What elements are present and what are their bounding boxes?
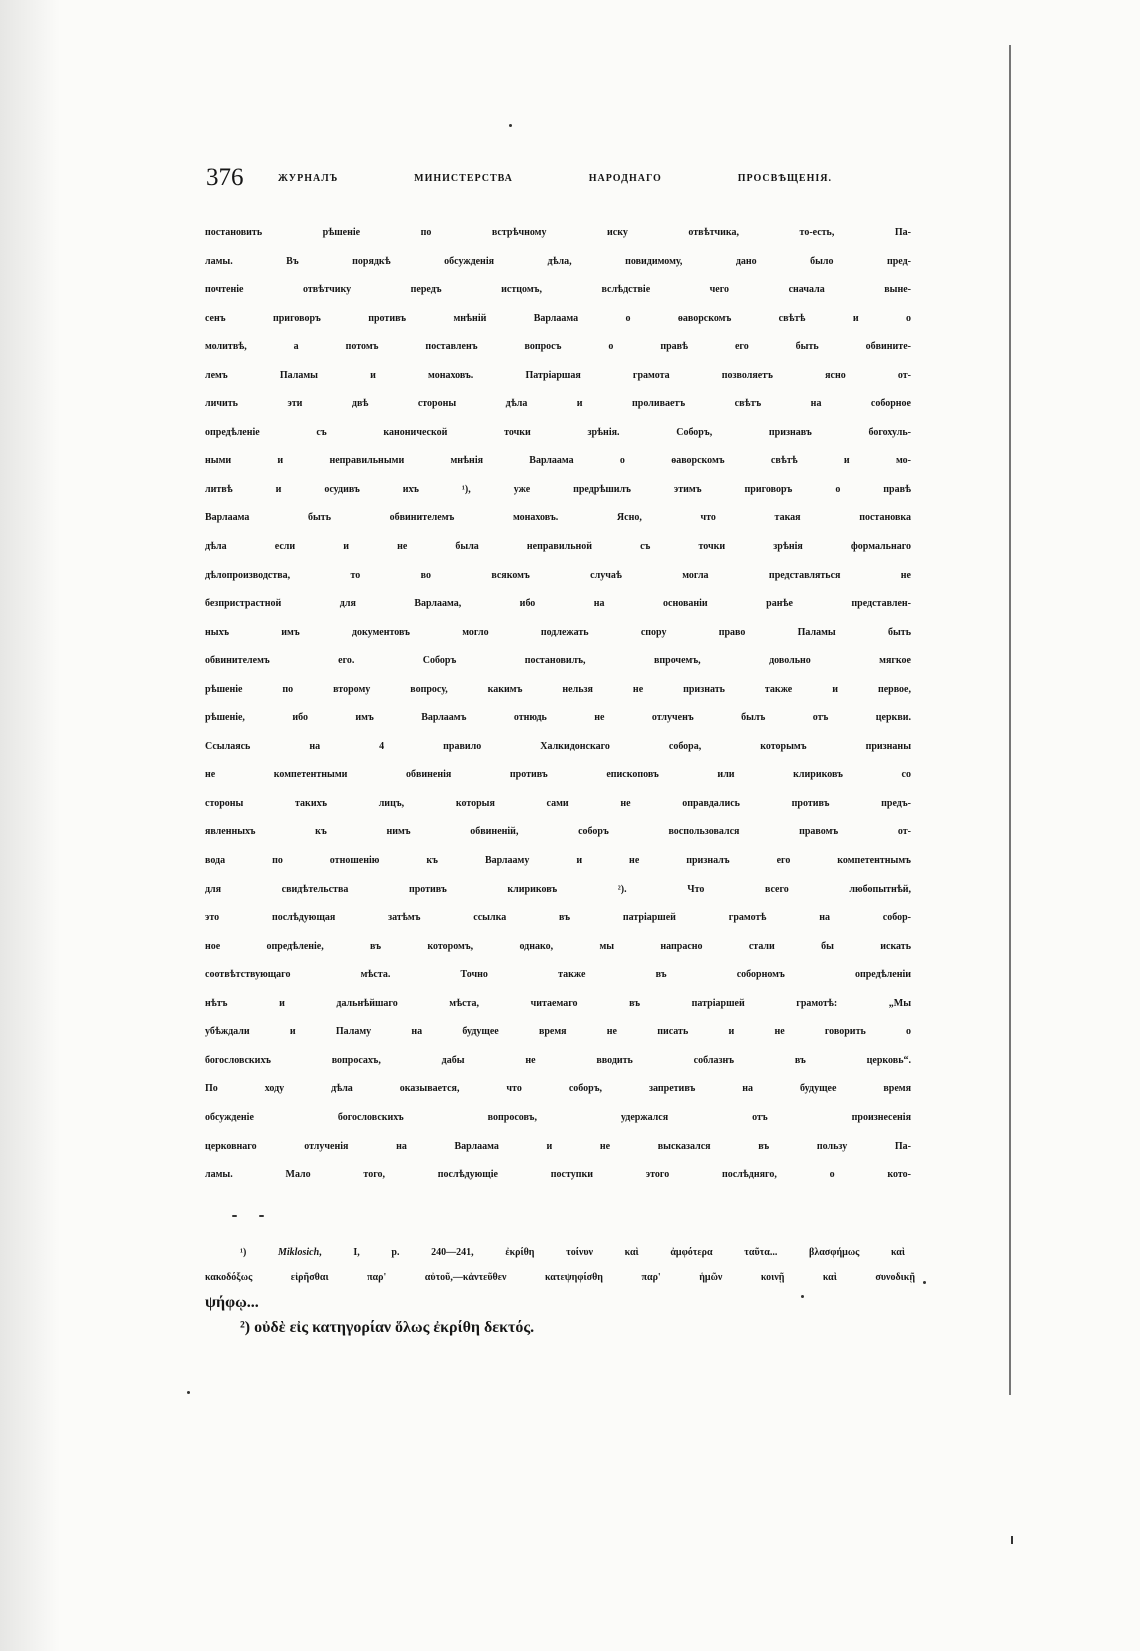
footnote-2-text: οὐδὲ εἰς κατηγορίαν ὅλως ἐκρίθη δεκτός. [254,1319,535,1336]
body-line: это послѣдующая затѣмъ ссылка въ патріаршей грамотѣ на собор- [205,912,911,924]
body-line: постановить рѣшеніе по встрѣчному иску отвѣтчика, то-есть, Па- [205,227,911,238]
body-line: ными и неправильными мнѣнія Варлаама о ѳаворскомъ свѣтѣ и мо- [205,455,911,467]
body-line: дѣла если и не была неправильной съ точки зрѣнія формальнаго [205,541,911,553]
body-line: почтеніе отвѣтчику передъ истцомъ, вслѣдствіе чего сначала выне- [205,284,911,296]
body-line: стороны такихъ лицъ, которыя сами не оправдались противъ предъ- [205,797,911,809]
footnote-1-text: , I, p. 240—241, ἐκρίθη τοίνυν καὶ ἀμφότερα ταῦτα... βλασφήμως καὶ [319,1247,905,1258]
body-line: богословскихъ вопросахъ, дабы не вводить соблазнъ въ церковь“. [205,1054,911,1066]
body-line: ное опредѣленіе, въ которомъ, однако, мы напрасно стали бы искать [205,940,911,952]
footnote-2-marker: ²) [240,1319,251,1336]
body-line: обсужденіе богословскихъ вопросовъ, удержался отъ произнесенія [205,1111,911,1123]
body-line: ламы. Въ порядкѣ обсужденія дѣла, повидимому, дано было пред- [205,255,911,267]
scan-speck [1011,1536,1013,1544]
footnote-1-line: κακοδόξως εἰρῆσθαι παρ' αὐτοῦ,—κἀντεῦθεν κατεψηφίσθη παρ' ἡμῶν κοινῇ καὶ συνοδικῇ [205,1272,915,1283]
footnotes [205,1240,915,1340]
body-line: сенъ приговоръ противъ мнѣній Варлаама о ѳаворскомъ свѣтѣ и о [205,312,911,324]
body-line: вода по отношенію къ Варлааму и не призналъ его компетентнымъ [205,855,911,867]
page-number: 376 [206,164,244,191]
body-text [205,219,911,1190]
scan-speck [509,124,512,127]
body-line: явленныхъ къ нимъ обвиненій, соборъ воспользовался правомъ от- [205,826,911,838]
body-line: обвинителемъ его. Соборъ постановилъ, впрочемъ, довольно мягкое [205,655,911,667]
body-line: рѣшеніе по второму вопросу, какимъ нельзя не признать также и первое, [205,683,911,695]
body-line: не компетентными обвиненія противъ епископовъ или клириковъ со [205,769,911,781]
body-line: соотвѣтствующаго мѣста. Точно также въ соборномъ опредѣленіи [205,969,911,981]
body-line: для свидѣтельства противъ клириковъ ²). Что всего любопытнѣй, [205,883,911,895]
body-line: Ссылаясь на 4 правило Халкидонскаго собора, которымъ признаны [205,740,911,752]
footnote-1-line: ψήφῳ... [205,1294,259,1311]
footnote-2-line [240,1315,915,1340]
scan-speck [187,1391,190,1394]
body-line: рѣшеніе, ибо имъ Варлаамъ отнюдь не отлученъ былъ отъ церкви. [205,712,911,724]
body-line: молитвѣ, а потомъ поставленъ вопросъ о правѣ его быть обвините- [205,341,911,353]
scan-speck [232,1215,237,1217]
scan-speck [259,1215,264,1217]
body-line: личить эти двѣ стороны дѣла и проливаетъ свѣтъ на соборное [205,398,911,410]
running-title: ЖУРНАЛЪ МИНИСТЕРСТВА НАРОДНАГО ПРОСВѢЩЕНІЯ. [278,173,832,184]
body-line: По ходу дѣла оказывается, что соборъ, запретивъ на будущее время [205,1083,911,1095]
body-line: безпристрастной для Варлаама, ибо на основаніи ранѣе представлен- [205,598,911,610]
body-line: убѣждали и Паламу на будущее время не писать и не говорить о [205,1026,911,1038]
body-line: лемъ Паламы и монаховъ. Патріаршая грамота позволяетъ ясно от- [205,369,911,381]
scan-page-edge-line [1009,45,1011,1395]
scan-left-shade [0,0,60,1651]
body-line: Варлаама быть обвинителемъ монаховъ. Ясно, что такая постановка [205,512,911,524]
footnote-1-author: Miklosich [278,1247,320,1258]
scan-speck [923,1281,926,1284]
body-line: литвѣ и осудивъ ихъ ¹), уже предрѣшилъ этимъ приговоръ о правѣ [205,483,911,495]
body-line: церковнаго отлученія на Варлаама и не высказался въ пользу Па- [205,1140,911,1152]
body-line: дѣлопроизводства, то во всякомъ случаѣ могла представляться не [205,569,911,581]
body-line: опредѣленіе съ канонической точки зрѣнія. Соборъ, признавъ богохуль- [205,426,911,438]
footnote-1-marker: ¹) [240,1247,247,1258]
body-line: ныхъ имъ документовъ могло подлежать спору право Паламы быть [205,626,911,638]
body-line: ламы. Мало того, послѣдующіе поступки этого послѣдняго, о кото- [205,1169,911,1181]
body-line: нѣтъ и дальнѣйшаго мѣста, читаемаго въ патріаршей грамотѣ: „Мы [205,997,911,1009]
footnote-1-line [240,1240,905,1265]
